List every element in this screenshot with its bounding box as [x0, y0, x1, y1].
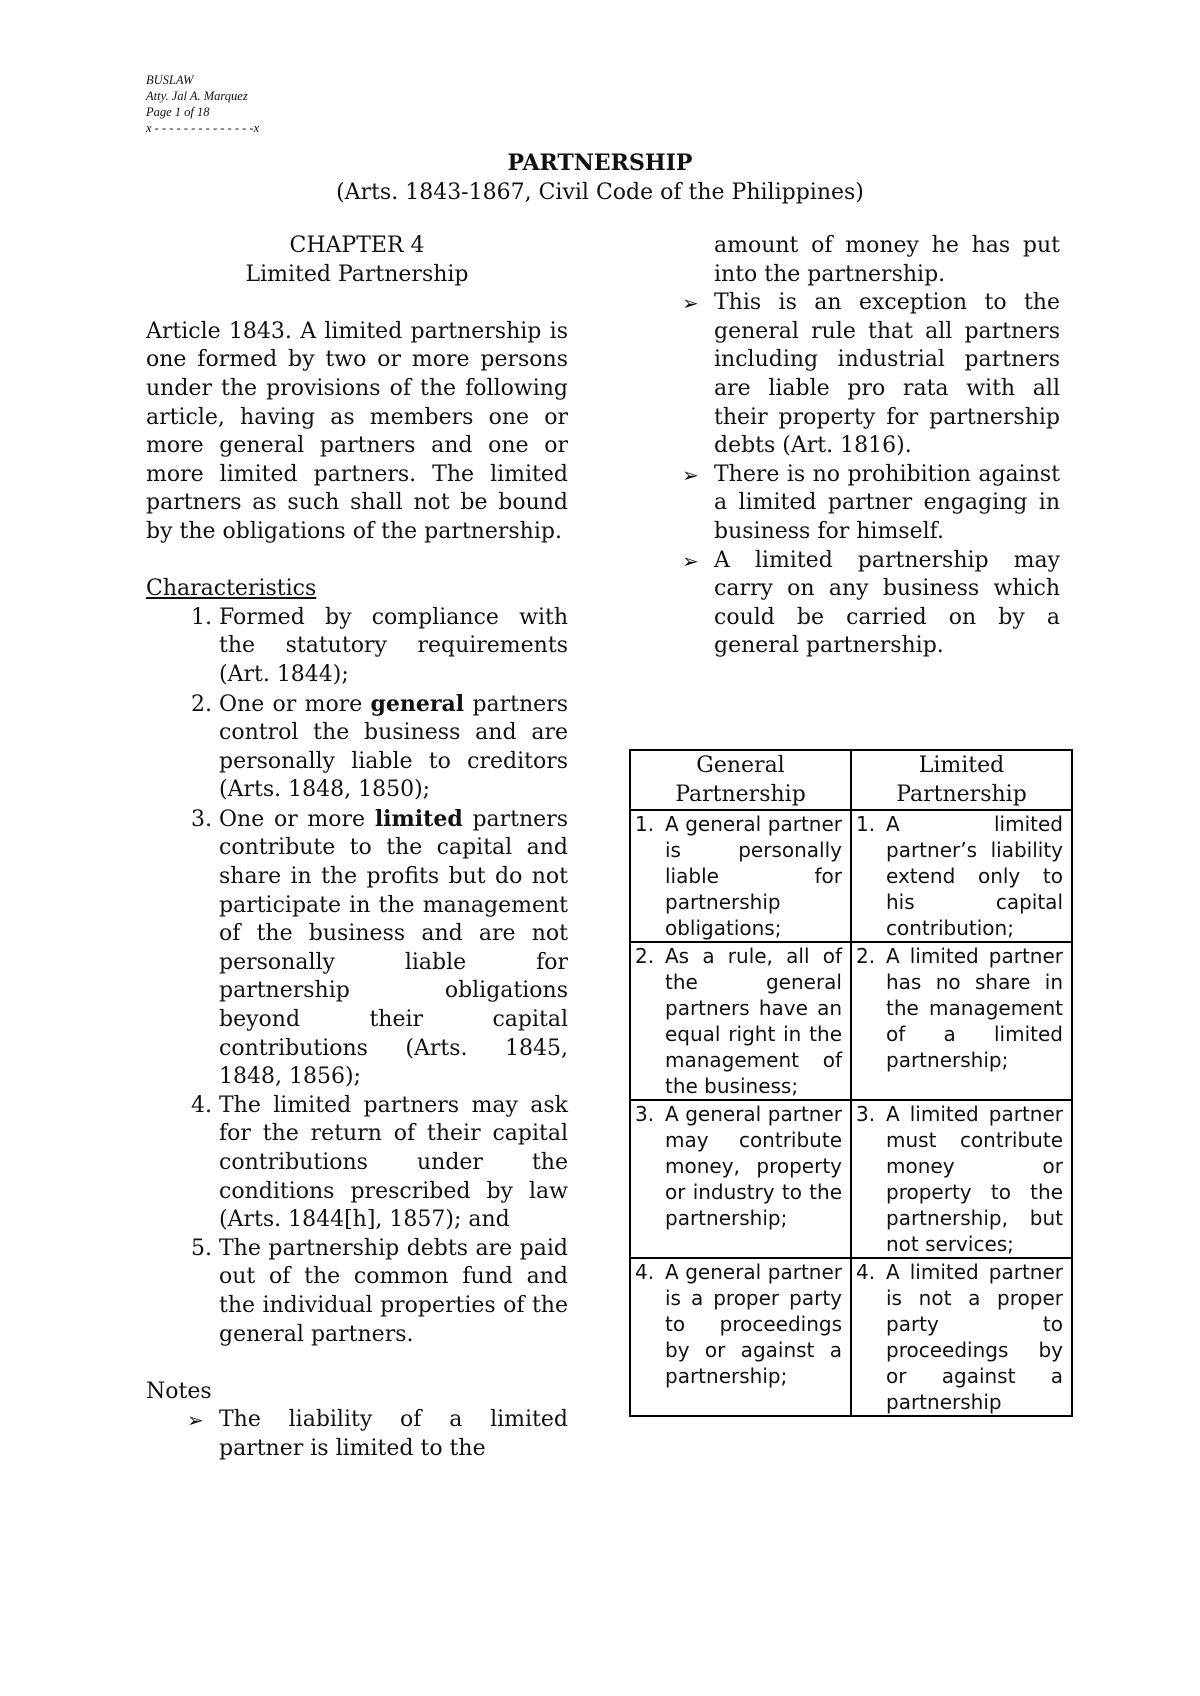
general-cell: 2. As a rule, all of the general partners have an equal right in the management of the business; — [630, 942, 851, 1100]
limited-cell: 3. A limited partner must contribute money or property to the partnership, but not services; — [851, 1100, 1072, 1258]
title-main: PARTNERSHIP — [507, 150, 693, 176]
list-item: 1. Formed by compliance with the statutory requirements (Art. 1844); — [219, 604, 568, 690]
page-header — [146, 72, 259, 136]
notes-heading: Notes — [146, 1378, 212, 1404]
general-cell: 3. A general partner may contribute money, property or industry to the partnership; — [630, 1100, 851, 1258]
header-limited: Limited Partnership — [851, 750, 1072, 810]
author-label: Atty. Jal A. Marquez — [146, 89, 248, 103]
list-item: 3. One or more limited partners contribute to the capital and share in the profits but do not participate in the management of the business and are not personally liable for partnership obligations beyond their capital contributions (Arts. 1845, 1848, 1856); — [219, 805, 568, 1092]
chapter-name: Limited Partnership — [245, 261, 469, 287]
header-divider: x - - - - - - - - - - - - - -x — [146, 121, 260, 135]
chapter-number: CHAPTER 4 — [289, 233, 425, 258]
limited-cell: 1. A limited partner’s liability extend only to his capital contribution; — [851, 810, 1072, 942]
table-row — [630, 810, 1072, 942]
left-column — [146, 232, 568, 1464]
document-title — [0, 148, 1200, 208]
table-row — [630, 1100, 1072, 1258]
table-row — [630, 942, 1072, 1100]
limited-cell: 2. A limited partner has no share in the management of a limited partnership; — [851, 942, 1072, 1100]
characteristics-heading: Characteristics — [146, 576, 317, 602]
course-label: BUSLAW — [146, 73, 194, 87]
header-general: General Partnership — [630, 750, 851, 810]
comparison-table — [629, 749, 1073, 1417]
list-item: 4. The limited partners may ask for the return of their capital contributions under the conditions prescribed by law (Arts. 1844[h], 1857); and — [219, 1092, 568, 1235]
list-item: 5. The partnership debts are paid out of the common fund and the individual properties of the general partners. — [219, 1235, 568, 1349]
note-item: ➢ A limited partnership may carry on any business which could be carried on by a general partnership. — [714, 547, 1060, 661]
note-continuation: amount of money he has put into the partnership. — [714, 233, 1060, 287]
right-column — [714, 232, 1060, 661]
title-subtitle: (Arts. 1843-1867, Civil Code of the Philippines) — [336, 180, 864, 205]
note-item: ➢ The liability of a limited partner is limited to the — [219, 1406, 568, 1463]
characteristics-list — [146, 604, 568, 1349]
notes-list — [146, 1406, 568, 1463]
notes-list-continued — [714, 289, 1060, 661]
page-number: Page 1 of 18 — [146, 105, 210, 119]
table-row — [630, 1258, 1072, 1416]
list-item: 2. One or more general partners control the business and are personally liable to creditors (Arts. 1848, 1850); — [219, 690, 568, 805]
general-cell: 4. A general partner is a proper party to proceedings by or against a partnership; — [630, 1258, 851, 1416]
note-item: ➢ This is an exception to the general rule that all partners including industrial partners are liable pro rata with all their property for partnership debts (Art. 1816). — [714, 289, 1060, 461]
limited-cell: 4. A limited partner is not a proper party to proceedings by or against a partnership — [851, 1258, 1072, 1416]
article-1843: Article 1843. A limited partnership is one formed by two or more persons under the provisions of the following article, having as members one or more general partners and one or more limited partners. The limited partners as such shall not be bound by the obligations of the partnership. — [146, 318, 568, 544]
note-item: ➢ There is no prohibition against a limited partner engaging in business for himself. — [714, 461, 1060, 547]
general-cell: 1. A general partner is personally liable for partnership obligations; — [630, 810, 851, 942]
